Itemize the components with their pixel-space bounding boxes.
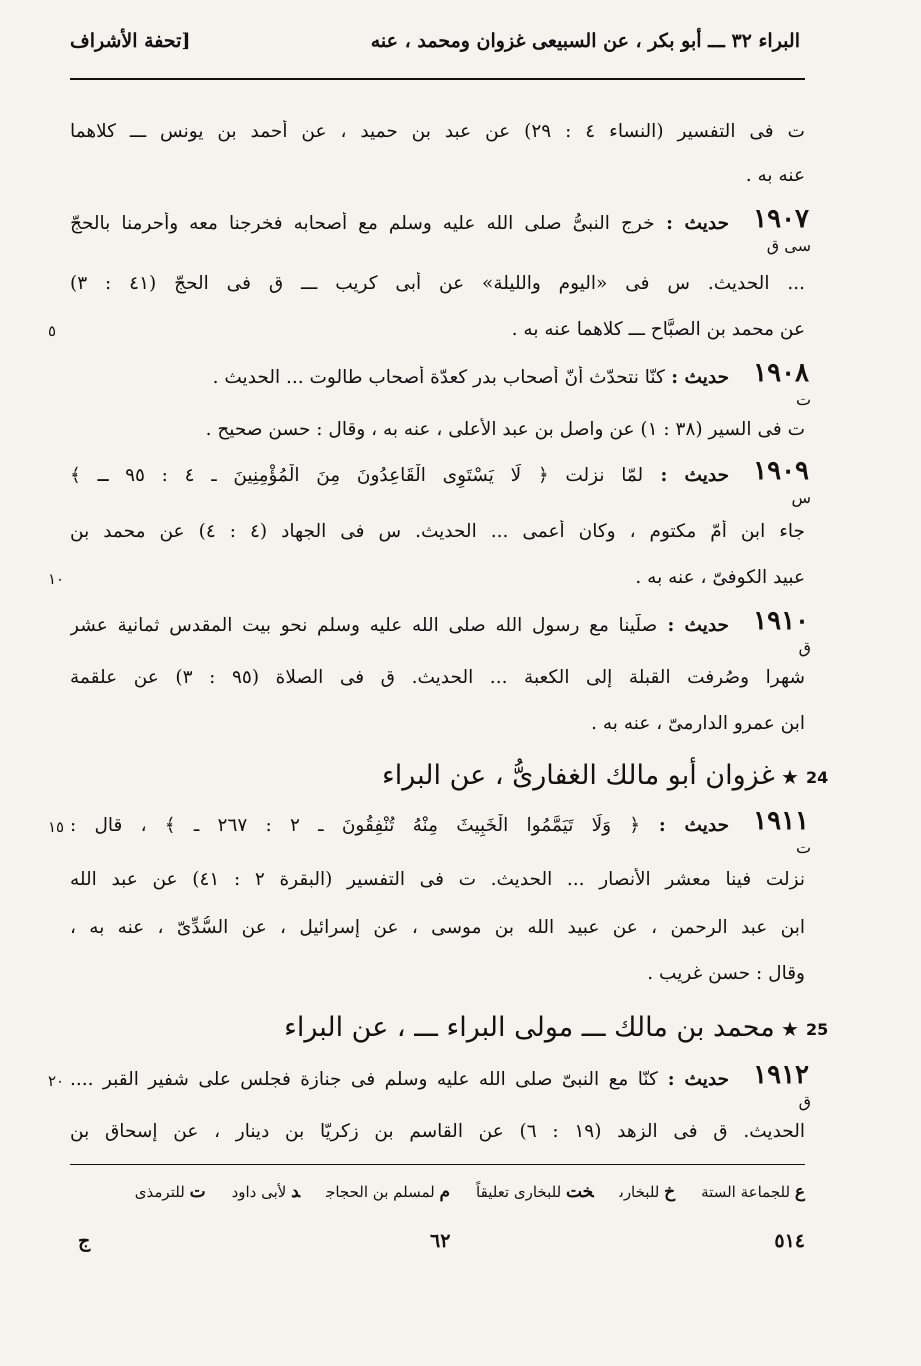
hadith-label: حديث : <box>664 367 729 388</box>
hadith-number: ١٩٠٨ <box>753 358 809 388</box>
legend-entry <box>326 1183 450 1201</box>
text-line: جاء ابن أمّ مكتوم ، وكان أعمى ... الحديث. س فى الجهاد (٤ : ٤) عن محمد بن <box>70 521 805 542</box>
text-line: ت فى التفسير (النساء ٤ : ٢٩) عن عبد بن حميد ، عن أحمد بن يونس ـــ كلاهما <box>70 121 805 142</box>
section-number: 24 <box>806 768 829 787</box>
legend-entry <box>476 1183 594 1201</box>
source-siglum: ق <box>798 638 811 657</box>
margin-line-number: ١٥ <box>48 818 65 836</box>
source-siglum: ت <box>795 838 811 857</box>
legend-symbol: خ <box>664 1182 676 1202</box>
header-rule <box>70 78 805 80</box>
legend-entry <box>135 1183 206 1201</box>
running-header <box>70 30 800 70</box>
text-line: شهرا وصُرفت القبلة إلى الكعبة ... الحديث. ق فى الصلاة (٩٥ : ٣) عن علقمة <box>70 667 805 688</box>
hadith-number: ١٩١٢ <box>753 1060 809 1090</box>
text-line: الحديث. ق فى الزهد (١٩ : ٦) عن القاسم بن زكريّا بن دينار ، عن إسحاق بن <box>70 1121 805 1142</box>
star-icon: ★ <box>774 1017 799 1041</box>
hadith-body: خرج النبىُّ صلى الله عليه وسلم مع أصحابه فخرجنا معه وأحرمنا بالحجّ <box>70 213 655 234</box>
legend-symbol: د <box>291 1182 301 1202</box>
legend-entry <box>701 1183 805 1201</box>
page-number-right: ٥١٤ <box>774 1230 805 1252</box>
text-line: ت فى السير (٣٨ : ١) عن واصل بن عبد الأعلى ، عنه به ، وقال : حسن صحيح . <box>205 419 805 440</box>
text-line: وقال : حسن غريب . <box>647 963 805 984</box>
hadith-body: كنّا نتحدّث أنّ أصحاب بدر كعدّة أصحاب طالوت ... الحديث . <box>212 367 665 388</box>
header-left: [تحفة الأشراف <box>70 30 191 52</box>
legend-symbol: م <box>439 1182 451 1202</box>
legend-desc: للجماعة الستة <box>701 1183 791 1201</box>
hadith-body: كنّا مع النبىّ صلى الله عليه وسلم فى جنازة فجلس على شفير القبر .... <box>70 1069 658 1090</box>
footer-rule <box>70 1164 805 1165</box>
hadith-label: حديث : <box>654 213 729 234</box>
text-line: عبيد الكوفىّ ، عنه به . <box>635 567 805 588</box>
legend-symbol: ت <box>189 1182 206 1202</box>
hadith-number: ١٩١١ <box>753 806 809 836</box>
text-line: ابن عبد الرحمن ، عن عبيد الله بن موسى ، عن إسرائيل ، عن السُّدِّىّ ، عنه به ، <box>70 917 805 938</box>
hadith-label: حديث : <box>640 815 729 836</box>
hadith-text <box>70 814 729 838</box>
hadith-text <box>70 366 729 390</box>
legend-desc: لمسلم بن الحجاج <box>326 1183 435 1201</box>
text-line: ... الحديث. س فى «اليوم والليلة» عن أبى كريب ـــ ق فى الحجّ (٤١ : ٣) <box>70 273 805 294</box>
signature-mark: ج <box>78 1230 91 1252</box>
legend-desc: للبخارى <box>619 1183 660 1201</box>
hadith-text <box>70 614 729 638</box>
source-siglum: ت <box>795 390 811 409</box>
hadith-label: حديث : <box>657 1069 729 1090</box>
abbreviation-legend <box>109 1182 805 1202</box>
page-number-center: ٦٢ <box>430 1230 451 1252</box>
text-line: نزلت فينا معشر الأنصار ... الحديث. ت فى التفسير (البقرة ٢ : ٤١) عن عبد الله <box>70 869 805 890</box>
section-heading <box>382 760 799 791</box>
hadith-number: ١٩٠٩ <box>753 456 809 486</box>
section-title: غزوان أبو مالك الغفارىُّ ، عن البراء <box>382 760 775 791</box>
margin-line-number: ٢٠ <box>48 1072 65 1090</box>
margin-line-number: ١٠ <box>48 570 65 588</box>
hadith-label: حديث : <box>643 465 729 486</box>
section-number: 25 <box>806 1020 829 1039</box>
legend-desc: للترمذى <box>134 1183 185 1201</box>
text-line: ابن عمرو الدارمىّ ، عنه به . <box>591 713 805 734</box>
hadith-text <box>70 464 729 488</box>
legend-entry <box>620 1183 676 1201</box>
legend-entry <box>232 1183 301 1201</box>
hadith-text <box>70 212 729 236</box>
section-heading <box>284 1012 799 1043</box>
hadith-text <box>70 1068 729 1092</box>
section-title: محمد بن مالك ـــ مولى البراء ـــ ، عن البراء <box>284 1012 775 1043</box>
star-icon: ★ <box>774 765 799 789</box>
legend-desc: لأبى داود <box>231 1183 287 1201</box>
hadith-body: ﴿ وَلَا تَيَمَّمُوا الْخَبِيثَ مِنْهُ تُنْفِقُونَ ـ ٢ : ٢٦٧ ـ ﴾ ، قال : <box>70 815 641 836</box>
text-line: عنه به . <box>745 165 805 186</box>
header-right: البراء ٣٢ ـــ أبو بكر ، عن السبيعى غزوان ومحمد ، عنه <box>370 30 800 52</box>
text-line: عن محمد بن الصبَّاح ـــ كلاهما عنه به . <box>511 319 805 340</box>
hadith-number: ١٩١٠ <box>753 606 809 636</box>
hadith-number: ١٩٠٧ <box>753 204 809 234</box>
legend-symbol: ع <box>794 1182 805 1202</box>
source-siglum: ق <box>798 1092 811 1111</box>
hadith-label: حديث : <box>657 615 729 636</box>
source-siglum: س <box>791 488 811 507</box>
hadith-body: صلّينا مع رسول الله صلى الله عليه وسلم نحو بيت المقدس ثمانية عشر <box>70 615 658 636</box>
margin-line-number: ٥ <box>48 322 57 340</box>
hadith-body: لمّا نزلت ﴿ لَا يَسْتَوِى الْقَاعِدُونَ مِنَ الْمُؤْمِنِينَ ـ ٤ : ٩٥ ـ ﴾ <box>70 465 644 486</box>
source-siglum: سى ق <box>766 236 811 255</box>
legend-symbol: خت <box>565 1182 594 1202</box>
legend-desc: للبخارى تعليقاً <box>476 1183 562 1201</box>
